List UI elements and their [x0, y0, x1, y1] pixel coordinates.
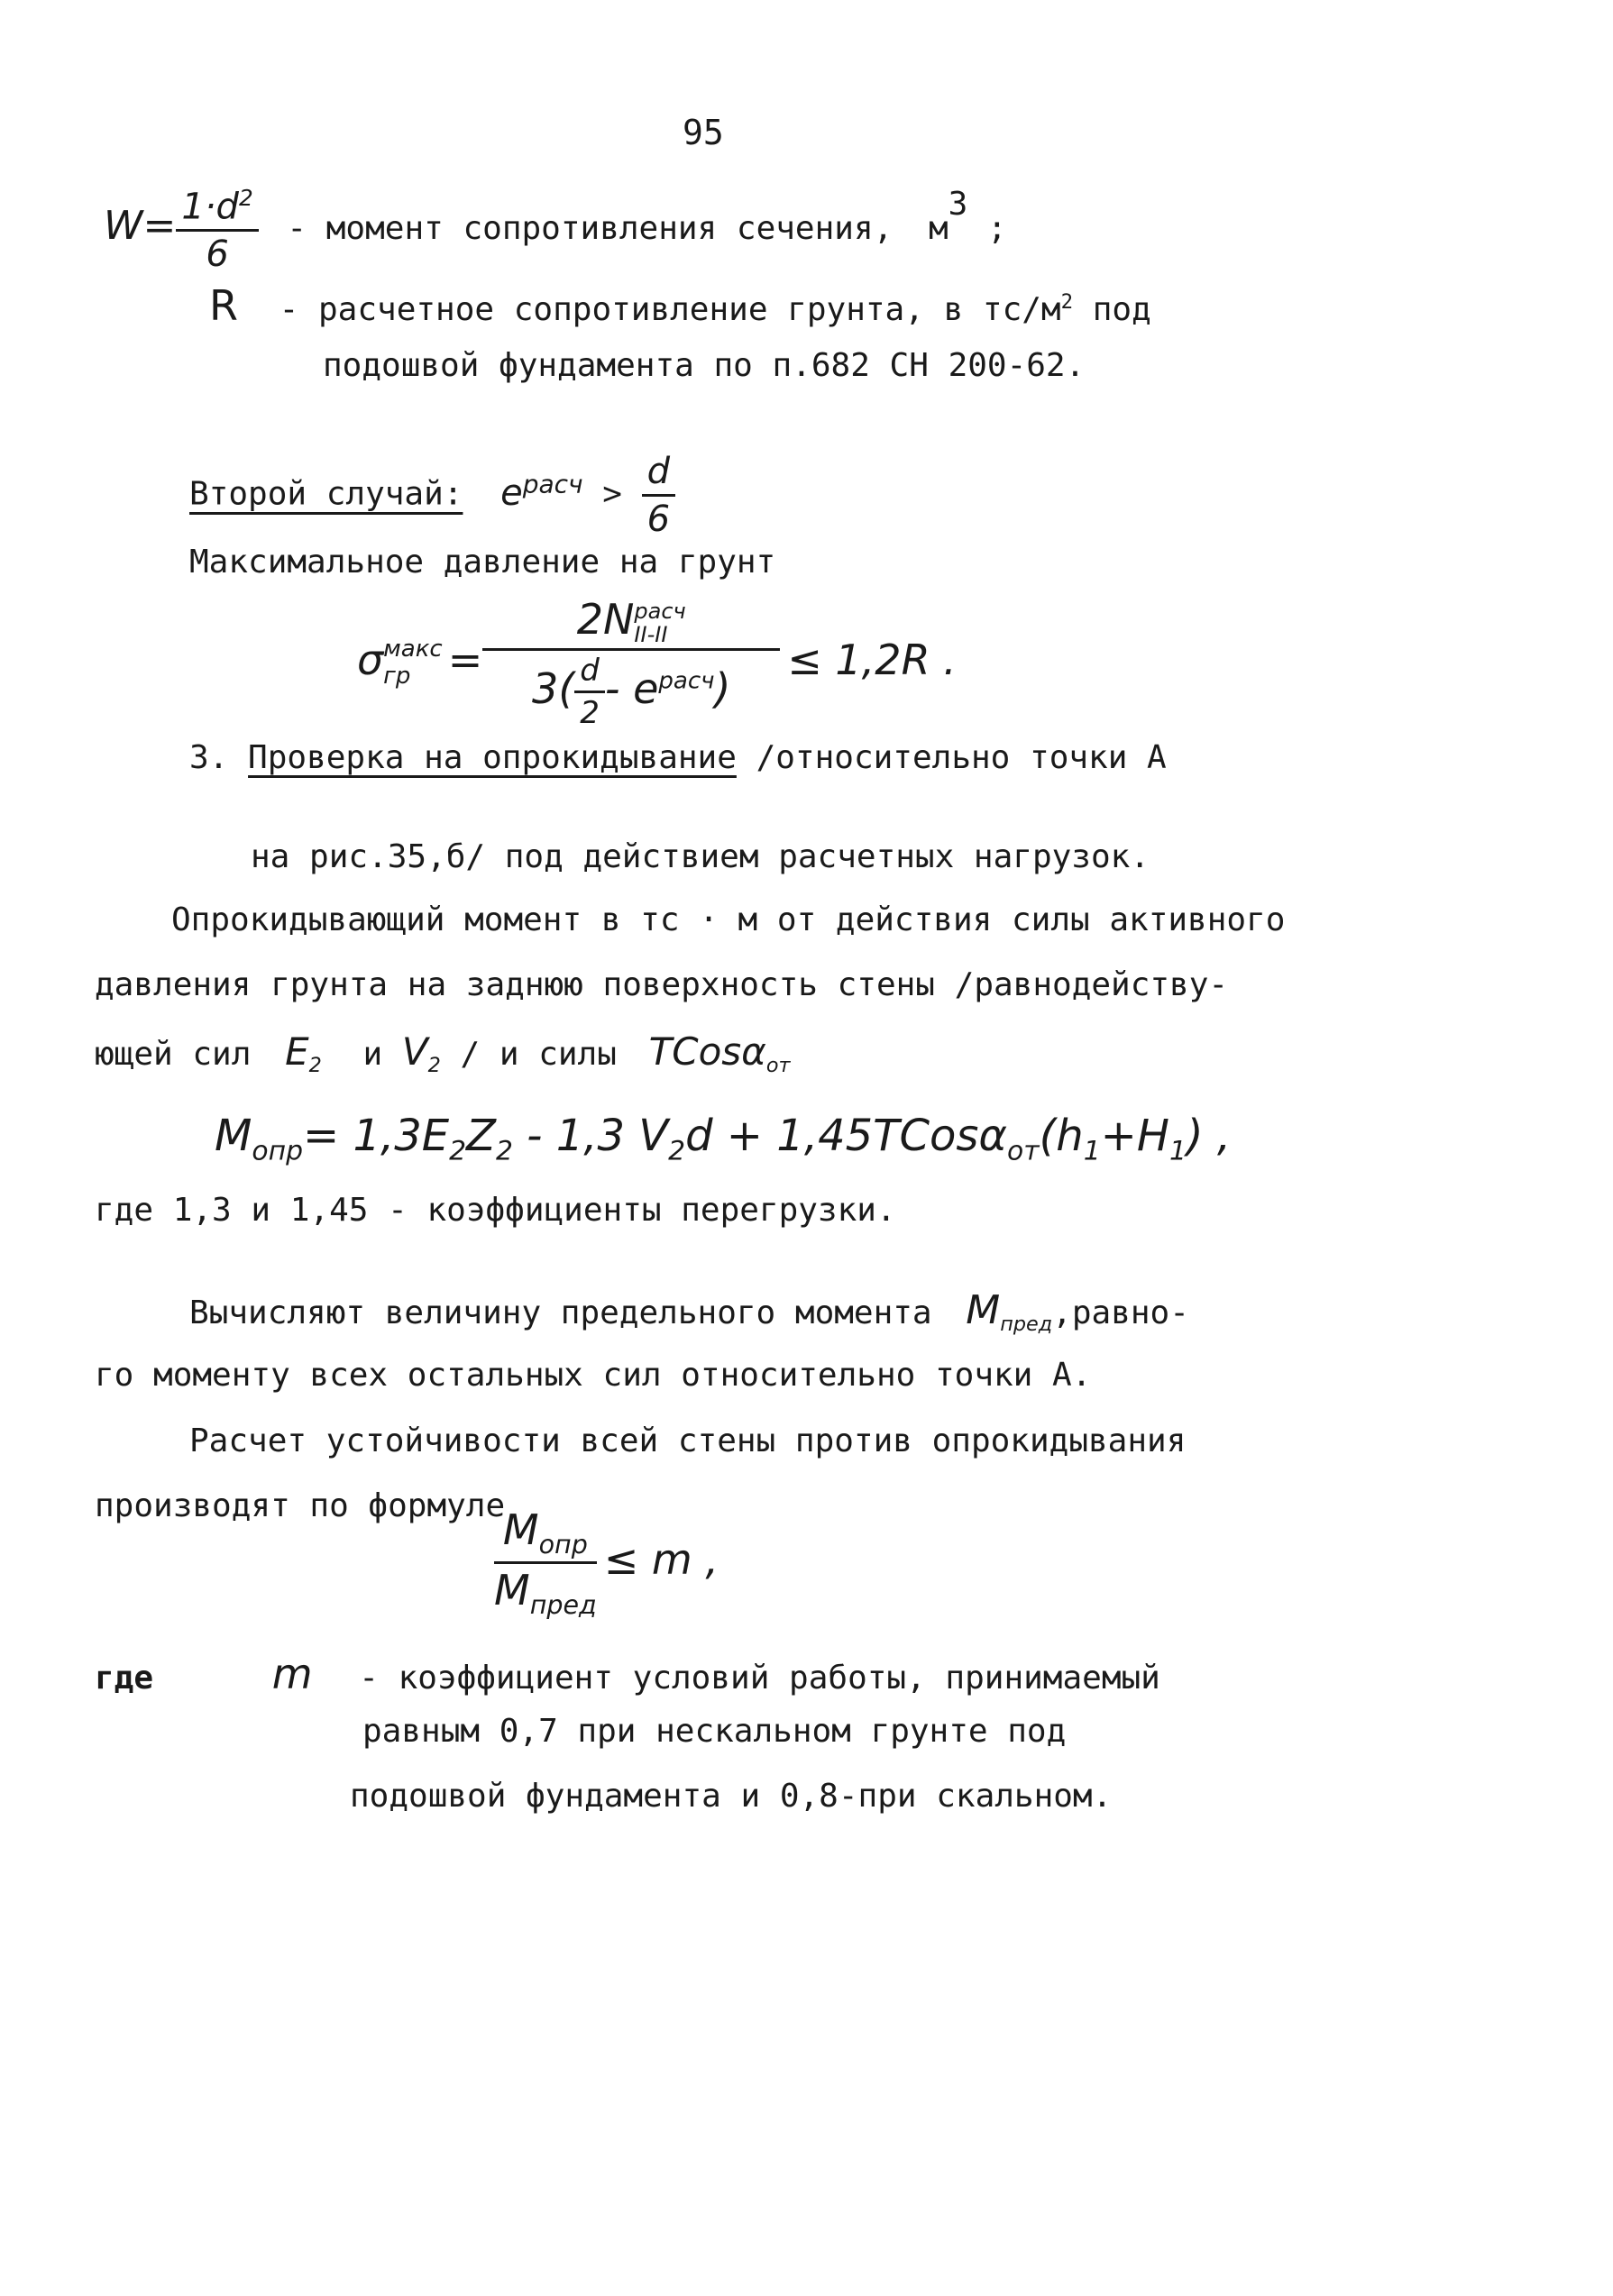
symbol-E: E	[285, 1029, 309, 1074]
paren-close: ) ,	[1186, 1111, 1232, 1161]
e-superscript: расч	[522, 469, 583, 499]
equals-sign: =	[447, 635, 483, 684]
para-limit-text: Вычисляют величину предельного момента	[189, 1294, 932, 1331]
symbol-M: M	[215, 1111, 252, 1161]
symbol-e: e	[500, 471, 523, 514]
line-R-tail: под	[1092, 291, 1151, 328]
numerator-N: 2N	[576, 595, 635, 644]
para-stability-line-1: Расчет устойчивости всей стены против опрокидывания	[189, 1422, 1187, 1459]
V-subscript: 2	[668, 1135, 686, 1167]
plus-H: +H	[1100, 1111, 1169, 1161]
line-soil-resistance	[209, 281, 1151, 330]
forces-text-2: / и силы	[460, 1036, 617, 1073]
denominator-close: )	[714, 663, 731, 713]
para-stability-line-2: производят по формуле	[95, 1487, 506, 1524]
greater-than: >	[602, 475, 622, 513]
denominator-open: 3(	[532, 663, 575, 713]
line-R-text: - расчетное сопротивление грунта, в тс/м	[279, 291, 1061, 328]
alpha-subscript: от	[765, 1054, 791, 1078]
where-word: где	[95, 1660, 154, 1697]
line-forces	[95, 1029, 791, 1077]
alpha-subscript: от	[1007, 1135, 1040, 1167]
item-3-title: Проверка на опрокидывание	[248, 739, 737, 776]
max-pressure-text: Максимальное давление на грунт	[189, 544, 776, 581]
forces-text-1: ющей сил	[95, 1036, 252, 1073]
M-limit-subscript: пред	[1000, 1313, 1053, 1337]
line-section-modulus	[104, 185, 1007, 275]
item-3-heading	[189, 739, 1167, 776]
line-R-continuation: подошвой фундамента по п.682 СН 200-62.	[323, 347, 1086, 384]
pressure-fraction	[482, 595, 780, 731]
and-word: и	[362, 1036, 383, 1073]
denominator-e: - e	[604, 663, 659, 713]
fraction-numerator-exponent: 2	[238, 185, 253, 211]
V-subscript: 2	[427, 1054, 441, 1078]
para-limit-line-2: го моменту всех остальных сил относительно точки А.	[95, 1357, 1092, 1394]
ratio-limit: ≤ m ,	[603, 1535, 719, 1585]
symbol-V: V	[401, 1029, 428, 1074]
page-number: 95	[683, 113, 724, 152]
para-limit-line-1	[189, 1287, 1189, 1336]
H-subscript: 1	[1169, 1135, 1187, 1167]
inner-fraction-denominator: 2	[580, 694, 600, 731]
ratio-denominator: M	[494, 1566, 530, 1615]
line-W-text: - момент сопротивления сечения,	[287, 210, 894, 248]
E-subscript: 2	[449, 1135, 467, 1167]
h-subscript: 1	[1083, 1135, 1101, 1167]
item-3-continuation: на рис.35,б/ под действием расчетных нагрузок.	[251, 838, 1150, 875]
ratio-numerator: M	[502, 1505, 539, 1554]
line-R-exponent: 2	[1060, 290, 1074, 314]
where-m-line-1	[95, 1650, 1160, 1698]
where-m-line-3: подошвой фундамента и 0,8-при скальном.	[350, 1778, 1113, 1815]
symbol-sigma: σ	[357, 635, 384, 684]
paren-open: (h	[1039, 1111, 1084, 1161]
symbol-T-cos: TCosα	[648, 1029, 766, 1074]
fraction-denominator: 6	[646, 499, 671, 540]
line-W-end: ;	[987, 210, 1007, 248]
sigma-subscript: гр	[383, 663, 411, 691]
inner-fraction-numerator: d	[580, 652, 600, 689]
symbol-M-limit: M	[966, 1287, 1001, 1333]
item-number: 3.	[189, 739, 229, 776]
denominator-superscript: расч	[658, 667, 715, 695]
fraction-denominator: 6	[206, 233, 229, 276]
symbol-R: R	[209, 281, 238, 330]
numerator-superscript: расч	[634, 598, 686, 624]
para-moment-line-2: давления грунта на заднюю поверхность стены /равнодейству-	[95, 966, 1229, 1003]
unit-m: м	[928, 210, 949, 248]
M-subscript: опр	[252, 1135, 303, 1167]
term-2: - 1,3 V	[512, 1111, 669, 1161]
fraction-W	[176, 185, 258, 275]
para-limit-tail: ,равно-	[1052, 1294, 1189, 1331]
Z-subscript: 2	[495, 1135, 513, 1167]
symbol-Z: Z	[466, 1111, 496, 1161]
max-pressure-formula	[357, 595, 957, 731]
sigma-superscript: макс	[383, 636, 443, 663]
numerator-subscript: II-II	[634, 621, 668, 647]
unit-exponent: 3	[948, 186, 968, 224]
fraction-numerator: 1·d	[181, 186, 239, 228]
term-3: d + 1,45TCosα	[685, 1111, 1008, 1161]
E-subscript: 2	[308, 1054, 322, 1078]
ratio-denominator-subscript: пред	[529, 1590, 597, 1621]
para-moment-line-1: Опрокидывающий момент в тс · м от действия силы активного	[171, 901, 1286, 938]
symbol-W: W=	[104, 203, 177, 250]
where-m-line-2: равным 0,7 при нескальном грунте под	[362, 1713, 1067, 1750]
stability-formula	[494, 1505, 719, 1620]
fraction-numerator: d	[646, 451, 671, 492]
coefficients-text: где 1,3 и 1,45 - коэффициенты перегрузки.	[95, 1192, 896, 1229]
ratio-numerator-subscript: опр	[538, 1530, 588, 1560]
fraction-d-6	[642, 451, 675, 540]
pressure-limit: ≤ 1,2R .	[787, 635, 957, 684]
where-m-text: - коэффициент условий работы, принимаемый	[359, 1660, 1160, 1697]
second-case-heading	[189, 451, 675, 540]
symbol-m: m	[271, 1650, 313, 1698]
term-1: = 1,3E	[302, 1111, 450, 1161]
overturning-moment-formula	[215, 1111, 1231, 1167]
item-3-rest: /относительно точки А	[736, 739, 1167, 776]
moment-ratio	[494, 1505, 597, 1620]
second-case-label: Второй случай:	[189, 475, 463, 513]
